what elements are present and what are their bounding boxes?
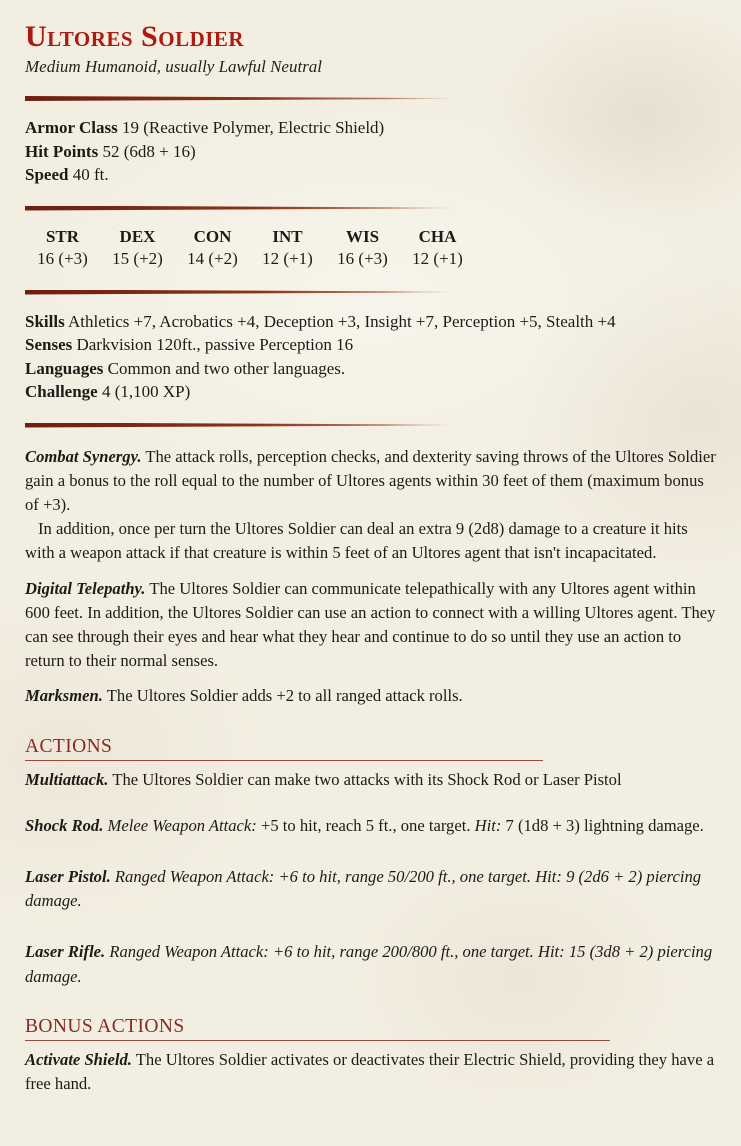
action-text: Ranged Weapon Attack: +6 to hit, range 200/800 ft., one target. Hit: 15 (3d8 + 2) piercing damage.: [25, 942, 713, 986]
bonus-action-activate-shield: [25, 1048, 716, 1096]
trait-name: Marksmen.: [25, 686, 103, 706]
action-name: Laser Pistol.: [25, 866, 111, 886]
skills-label: Skills: [25, 311, 65, 331]
ability-header: DEX: [119, 226, 156, 246]
ability-header: STR: [45, 226, 80, 246]
speed-label: Speed: [25, 165, 69, 184]
ability-dex: [100, 227, 175, 271]
skills-value: Athletics +7, Acrobatics +4, Deception +3, Insight +7, Perception +5, Stealth +4: [68, 311, 616, 331]
ability-cha: [400, 227, 475, 271]
bonus-actions-section-header: BONUS ACTIONS: [25, 1016, 610, 1041]
languages-value: Common and two other languages.: [107, 358, 346, 378]
trait-marksmen: [25, 684, 716, 708]
speed-value: 40 ft.: [72, 165, 109, 184]
actions-section-header: ACTIONS: [25, 736, 543, 761]
senses-line: [25, 333, 716, 357]
trait-text: The Ultores Soldier can communicate telepathically with any Ultores agent within 600 feet. In addition, the Ultores Soldier can use an action to connect with a willing Ultores agent. They can see through their eyes and hear what they hear and continue to do so until they use an action to return to their normal senses.: [25, 578, 716, 671]
senses-value: Darkvision 120ft., passive Perception 16: [76, 335, 354, 354]
languages-label: Languages: [25, 358, 104, 378]
ability-header: INT: [272, 226, 303, 246]
ability-header: WIS: [345, 226, 380, 246]
tapered-divider: [25, 290, 450, 295]
action-laser-pistol: [25, 865, 716, 913]
hit-points-label: Hit Points: [25, 141, 99, 161]
ability-score-table: [25, 227, 477, 271]
traits-section: [25, 445, 716, 709]
hit-points-line: [25, 140, 716, 164]
tapered-divider: [25, 423, 450, 428]
action-shock-rod: [25, 814, 716, 838]
tapered-divider: [25, 206, 450, 211]
challenge-label: Challenge: [25, 382, 98, 401]
trait-combat-synergy-continued: In addition, once per turn the Ultores Soldier can deal an extra 9 (2d8) damage to a creature it hits with a weapon attack if that creature is within 5 feet of an Ultores agent that isn't incapacitated.: [25, 519, 688, 563]
action-text: The Ultores Soldier activates or deactivates their Electric Shield, providing they have a free hand.: [25, 1049, 715, 1093]
attack-type: Melee Weapon Attack:: [107, 815, 257, 835]
senses-label: Senses: [25, 335, 73, 354]
page-title: Ultores Soldier: [25, 20, 245, 53]
action-name: Shock Rod.: [25, 815, 104, 835]
challenge-line: [25, 380, 716, 404]
ability-value: 12 (+1): [412, 248, 463, 268]
speed-line: [25, 163, 716, 187]
trait-combat-synergy: [25, 445, 716, 518]
ability-value: 16 (+3): [337, 248, 388, 268]
trait-text: The attack rolls, perception checks, and dexterity saving throws of the Ultores Soldier gain a bonus to the roll equal to the number of Ultores agents within 30 feet of them (maximum bonus of +3).: [25, 446, 716, 514]
armor-class-value: 19 (Reactive Polymer, Electric Shield): [121, 118, 385, 137]
hit-detail: 7 (1d8 + 3) lightning damage.: [501, 815, 704, 835]
armor-class-label: Armor Class: [25, 118, 118, 137]
armor-class-line: [25, 116, 716, 140]
creature-type-subtitle: Medium Humanoid, usually Lawful Neutral: [25, 57, 323, 76]
ability-value: 15 (+2): [112, 248, 163, 268]
challenge-value: 4 (1,100 XP): [101, 382, 191, 401]
ability-wis: [325, 227, 400, 271]
ability-str: [25, 227, 100, 271]
ability-value: 16 (+3): [37, 248, 88, 268]
ability-value: 12 (+1): [262, 248, 313, 268]
trait-digital-telepathy: [25, 577, 716, 674]
trait-name: Digital Telepathy.: [25, 578, 146, 598]
trait-name: Combat Synergy.: [25, 446, 142, 466]
trait-text: The Ultores Soldier adds +2 to all ranged attack rolls.: [106, 686, 463, 706]
languages-line: [25, 357, 716, 381]
hit-label: Hit:: [474, 815, 502, 835]
ability-header: CHA: [418, 226, 457, 246]
ability-value: 14 (+2): [187, 248, 238, 268]
attack-detail: +5 to hit, reach 5 ft., one target.: [256, 815, 475, 835]
action-laser-rifle: [25, 940, 716, 988]
action-name: Multiattack.: [25, 769, 109, 789]
skills-line: [25, 310, 716, 334]
ability-int: [250, 227, 325, 271]
action-text: Ranged Weapon Attack: +6 to hit, range 50/200 ft., one target. Hit: 9 (2d6 + 2) piercing damage.: [25, 866, 702, 911]
action-text: The Ultores Soldier can make two attacks with its Shock Rod or Laser Pistol: [112, 769, 622, 789]
ability-con: [175, 227, 250, 271]
action-name: Activate Shield.: [25, 1049, 132, 1069]
action-name: Laser Rifle.: [25, 942, 106, 962]
action-multiattack: [25, 768, 716, 792]
tapered-divider: [25, 96, 450, 101]
ability-header: CON: [193, 226, 232, 246]
hit-points-value: 52 (6d8 + 16): [102, 141, 196, 161]
